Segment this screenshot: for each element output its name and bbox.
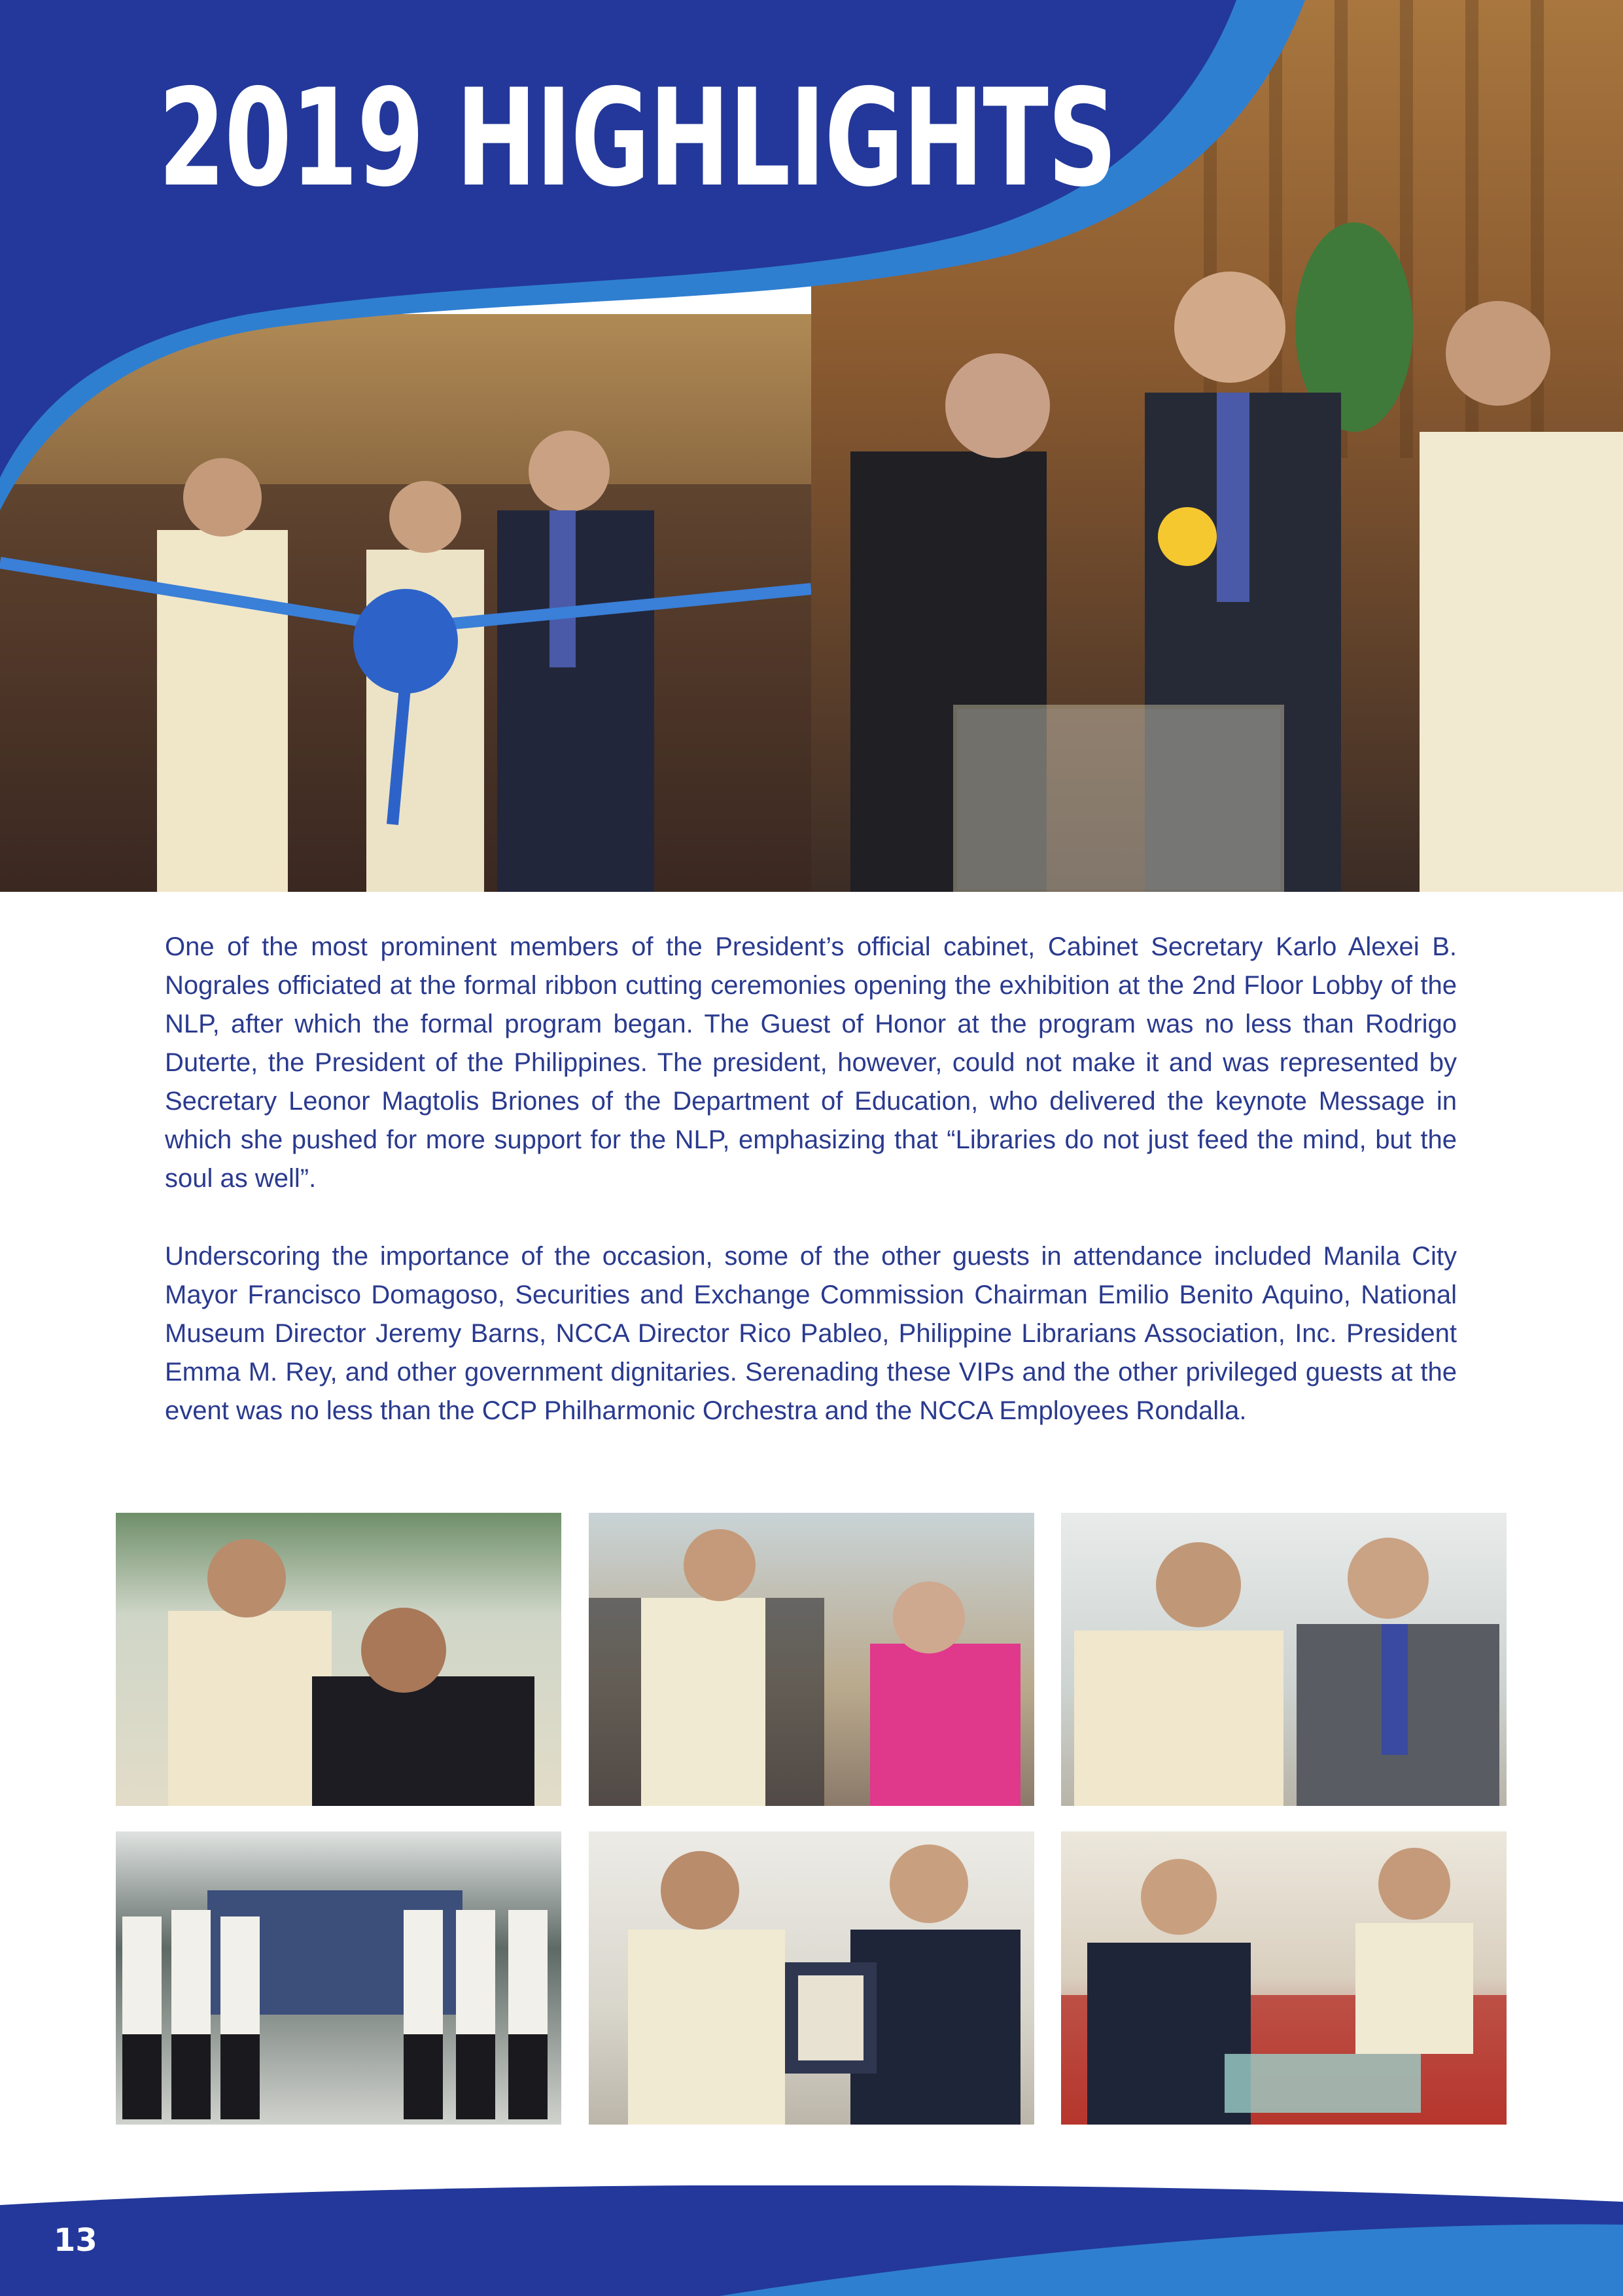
photo-grid-4 <box>116 1831 561 2125</box>
photo-grid-3 <box>1061 1513 1507 1806</box>
body-paragraph-2: Underscoring the importance of the occasion, some of the other guests in attendance included Manila City Mayor Francisco Domagoso, Securities and Exchange Commission Chairman Emilio Benito Aquino, National Museum Director Jeremy Barns, NCCA Director Rico Pableo, Philippine Librarians Association, Inc. President Emma M. Rey, and other government dignitaries. Serenading these VIPs and the other privileged guests at the event was no less than the CCP Philharmonic Orchestra and the NCCA Employees Rondalla. <box>165 1242 1457 1425</box>
photo-grid-1 <box>116 1513 561 1806</box>
photo-grid-5 <box>589 1831 1034 2125</box>
page-title: 2019 HIGHLIGHTS <box>158 61 1117 217</box>
grid-4-illustration <box>116 1831 561 2125</box>
grid-3-illustration <box>1061 1513 1507 1806</box>
grid-5-illustration <box>589 1831 1034 2125</box>
photo-grid-6 <box>1061 1831 1507 2125</box>
grid-2-illustration <box>589 1513 1034 1806</box>
footer-banner <box>0 2185 1623 2296</box>
photo-grid-2 <box>589 1513 1034 1806</box>
grid-6-illustration <box>1061 1831 1507 2125</box>
page-number: 13 <box>54 2222 97 2259</box>
grid-1-illustration <box>116 1513 561 1806</box>
body-paragraph-1: One of the most prominent members of the President’s official cabinet, Cabinet Secretary Karlo Alexei B. Nograles officiated at the formal ribbon cutting ceremonies opening the exhibition at the 2nd Floor Lobby of the NLP, after which the formal program began. The Guest of Honor at the program was no less than Rodrigo Duterte, the President of the Philippines. The president, however, could not make it and was represented by Secretary Leonor Magtolis Briones of the Department of Education, who delivered the keynote Message in which she pushed for more support for the NLP, emphasizing that “Libraries do not just feed the mind, but the soul as well”. <box>165 932 1457 1193</box>
